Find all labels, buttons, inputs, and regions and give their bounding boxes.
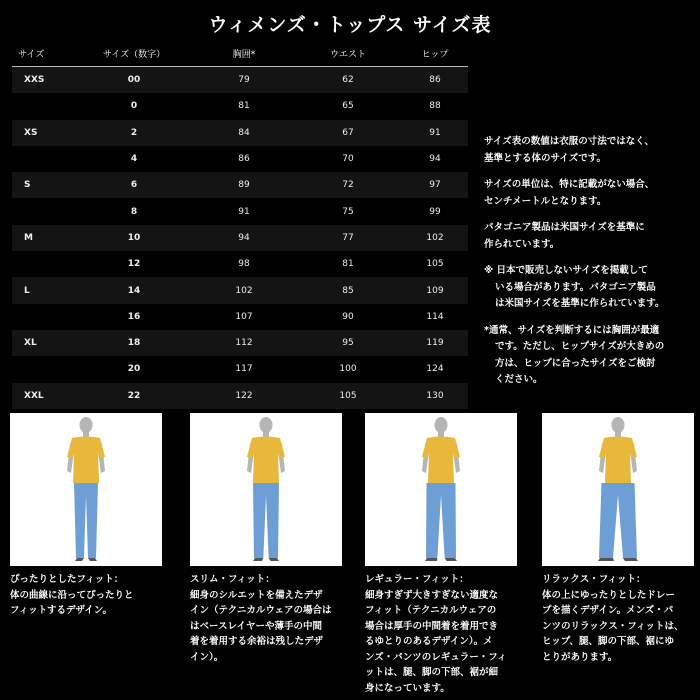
table-cell: 75 <box>342 206 354 217</box>
table-cell: 77 <box>294 225 402 251</box>
mannequin-figure <box>10 413 162 566</box>
table-row <box>12 146 468 172</box>
table-cell: 86 <box>238 154 250 165</box>
fit-illustration-regular <box>365 413 517 566</box>
table-cell: 12 <box>127 259 141 270</box>
table-cell <box>12 304 74 330</box>
table-cell: 67 <box>294 120 402 146</box>
table-cell: 10 <box>74 225 194 251</box>
table-cell: 2 <box>74 120 194 146</box>
page-title: ウィメンズ・トップス サイズ表 <box>208 14 492 36</box>
header-waist: ウエスト <box>294 40 402 67</box>
table-row <box>12 251 468 277</box>
table-cell: 99 <box>429 206 441 217</box>
fit-description-fitted <box>10 572 170 619</box>
table-cell: M <box>12 225 74 251</box>
table-cell: 107 <box>235 311 253 322</box>
fit-desc: 体の曲線に沿ってぴったりと フィットするデザイン。 <box>10 589 134 616</box>
size-notes <box>484 134 696 399</box>
fit-illustration-slim <box>190 413 342 566</box>
table-cell: 91 <box>402 120 468 146</box>
note-us-sizing: パタゴニア製品は米国サイズを基準に 作られています。 <box>484 222 645 250</box>
table-cell: 102 <box>194 277 294 303</box>
table-cell: L <box>12 277 74 303</box>
table-cell: XL <box>12 330 74 356</box>
fit-description-relaxed <box>542 572 700 665</box>
table-cell <box>12 356 74 382</box>
fit-name: レギュラー・フィット： <box>365 574 469 585</box>
table-cell: 94 <box>194 225 294 251</box>
table-cell: 98 <box>238 259 250 270</box>
table-cell: 8 <box>130 206 138 217</box>
fit-name: ぴったりとしたフィット： <box>10 574 124 585</box>
table-cell: 70 <box>342 154 354 165</box>
table-header-row <box>12 40 468 67</box>
header-chest: 胸囲* <box>194 40 294 67</box>
table-cell: XXS <box>12 67 74 94</box>
table-cell: 97 <box>402 172 468 198</box>
table-cell: 109 <box>402 277 468 303</box>
table-cell: 18 <box>74 330 194 356</box>
table-cell: 112 <box>194 330 294 356</box>
table-row <box>12 225 468 251</box>
fit-name: スリム・フィット： <box>190 574 275 585</box>
table-cell: 102 <box>402 225 468 251</box>
table-cell: 00 <box>74 67 194 94</box>
mannequin-figure <box>190 413 342 566</box>
table-cell: XXL <box>12 383 74 409</box>
table-cell: 91 <box>238 206 250 217</box>
table-cell: XS <box>12 120 74 146</box>
table-cell: 4 <box>130 154 138 165</box>
table-cell: 95 <box>294 330 402 356</box>
header-hip: ヒップ <box>402 40 468 67</box>
table-cell: 105 <box>294 383 402 409</box>
fit-desc: 細身のシルエットを備えたデザ イン（テクニカルウェアの場合は はベースレイヤーや薄手の中間 着を着用する余裕は残したデザ イン）。 <box>190 589 332 663</box>
header-size: サイズ <box>12 40 74 67</box>
table-row <box>12 277 468 303</box>
table-cell: 62 <box>294 67 402 94</box>
table-cell <box>12 251 74 277</box>
note-units: サイズの単位は、特に記載がない場合、 センチメートルとなります。 <box>484 179 655 207</box>
note-body-size: サイズ表の数値は衣服の寸法ではなく、 基準とする体のサイズです。 <box>484 136 655 164</box>
table-cell: 84 <box>194 120 294 146</box>
table-row <box>12 93 468 119</box>
table-cell: 94 <box>429 154 441 165</box>
table-cell: 65 <box>342 101 354 112</box>
fit-description-regular <box>365 572 525 696</box>
header-size-number: サイズ（数字） <box>74 40 194 67</box>
table-cell: 88 <box>429 101 441 112</box>
table-cell: 6 <box>74 172 194 198</box>
table-cell: 114 <box>426 311 444 322</box>
table-cell: 100 <box>339 364 357 375</box>
table-cell: 22 <box>74 383 194 409</box>
table-row <box>12 330 468 356</box>
table-cell <box>12 93 74 119</box>
table-cell: 72 <box>294 172 402 198</box>
table-cell: 14 <box>74 277 194 303</box>
table-cell: 85 <box>294 277 402 303</box>
table-cell: 0 <box>130 101 138 112</box>
note-japan-sizes: ※ 日本で販売しないサイズを掲載して いる場合があります。パタゴニア製品 は米国サイズを基準に作られています。 <box>484 265 665 309</box>
fit-desc: 細身すぎず大きすぎない適度な フィット（テクニカルウェアの 場合は厚手の中間着を着用でき るゆとりのあるデザイン）。メ ンズ・パンツのレギュラー・フィ ットは、腿、脚の下部、裾が細 身になっています。 <box>365 589 507 694</box>
fit-name: リラックス・フィット： <box>542 574 646 585</box>
table-cell: 16 <box>127 311 141 322</box>
fit-illustration-relaxed <box>542 413 694 566</box>
mannequin-figure <box>542 413 694 566</box>
table-row <box>12 356 468 382</box>
table-cell: 90 <box>342 311 354 322</box>
size-table <box>12 40 468 409</box>
table-cell: 105 <box>426 259 444 270</box>
table-cell: 117 <box>235 364 253 375</box>
table-cell <box>12 198 74 224</box>
table-row <box>12 67 468 94</box>
note-chest-measure: *通常、サイズを判断するには胸囲が最適 です。ただし、ヒップサイズが大きめの 方は、ヒップに合ったサイズをご検討 ください。 <box>484 324 665 385</box>
mannequin-figure <box>365 413 517 566</box>
fit-desc: 体の上にゆったりとしたドレー プを描くデザイン。メンズ・パ ンツのリラックス・フィットは、 ヒップ、腿、脚の下部、裾にゆ とりがあります。 <box>542 589 684 663</box>
fit-description-slim <box>190 572 350 665</box>
table-cell: 124 <box>426 364 444 375</box>
table-cell: 86 <box>402 67 468 94</box>
table-cell: 81 <box>238 101 250 112</box>
table-cell: 20 <box>127 364 141 375</box>
table-cell: 89 <box>194 172 294 198</box>
table-cell: 79 <box>194 67 294 94</box>
table-row <box>12 120 468 146</box>
table-row <box>12 383 468 409</box>
table-cell: 81 <box>342 259 354 270</box>
table-cell: 119 <box>402 330 468 356</box>
table-row <box>12 304 468 330</box>
table-row <box>12 198 468 224</box>
table-cell <box>12 146 74 172</box>
table-cell: 122 <box>194 383 294 409</box>
table-cell: S <box>12 172 74 198</box>
fit-illustration-fitted <box>10 413 162 566</box>
table-cell: 130 <box>402 383 468 409</box>
table-row <box>12 172 468 198</box>
